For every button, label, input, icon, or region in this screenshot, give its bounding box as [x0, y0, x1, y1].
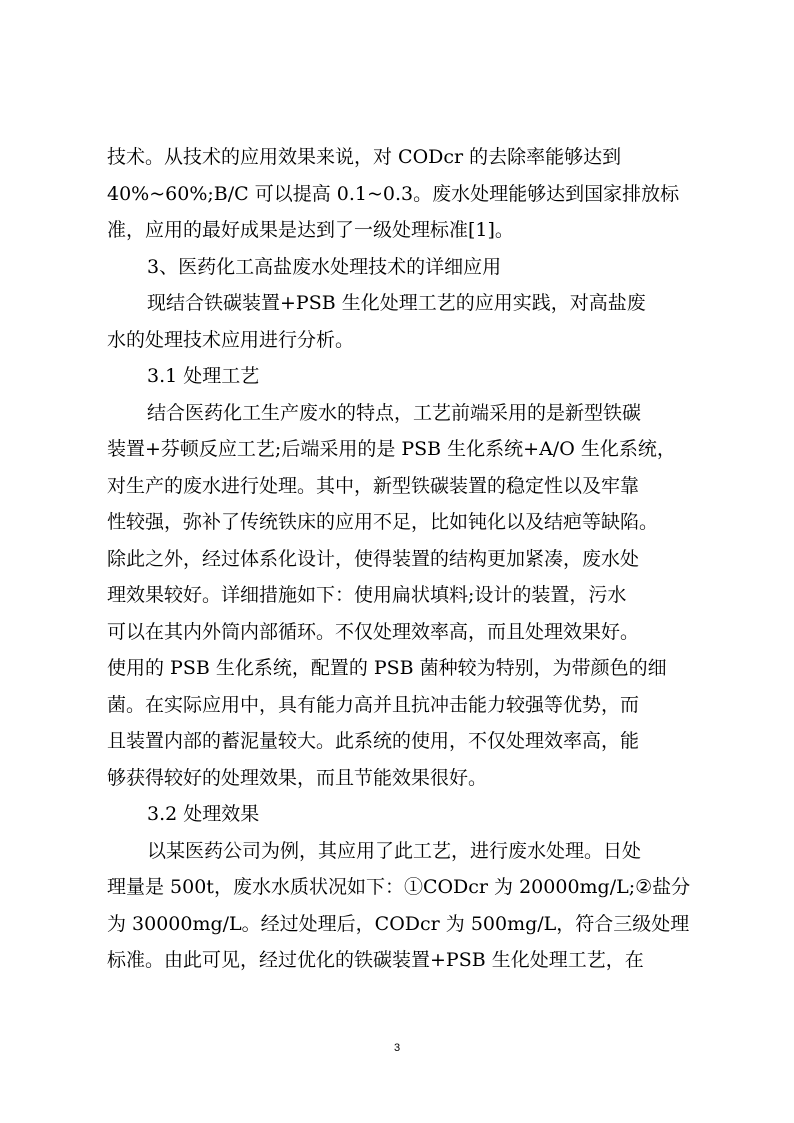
text-line: 标准。由此可见，经过优化的铁碳装置+PSB 生化处理工艺，在: [107, 949, 644, 971]
text-line: 现结合铁碳装置+PSB 生化处理工艺的应用实践，对高盐废: [147, 292, 646, 314]
text-line: 性较强，弥补了传统铁床的应用不足，比如钝化以及结疤等缺陷。: [107, 511, 659, 533]
text-line: 可以在其内外筒内部循环。不仅处理效率高，而且处理效果好。: [107, 620, 640, 643]
text-line: 40%~60%;B/C 可以提高 0.1~0.3。废水处理能够达到国家排放标: [107, 182, 680, 205]
text-line: 结合医药化工生产废水的特点，工艺前端采用的是新型铁碳: [147, 401, 642, 424]
text-line: 为 30000mg/L。经过处理后，CODcr 为 500mg/L，符合三级处理: [107, 912, 690, 935]
text-line: 3、医药化工高盐废水处理技术的详细应用: [147, 255, 502, 278]
text-line: 对生产的废水进行处理。其中，新型铁碳装置的稳定性以及牢靠: [107, 474, 640, 497]
text-line: 除此之外，经过体系化设计，使得装置的结构更加紧凑，废水处: [107, 547, 640, 570]
text-line: 装置+芬顿反应工艺;后端采用的是 PSB 生化系统+A/O 生化系统，: [107, 438, 676, 460]
page-number: 3: [393, 1042, 401, 1054]
text-line: 技术。从技术的应用效果来说，对 CODcr 的去除率能够达到: [107, 146, 622, 168]
text-line: 以某医药公司为例，其应用了此工艺，进行废水处理。日处: [147, 839, 642, 862]
text-line: 菌。在实际应用中，具有能力高并且抗冲击能力较强等优势，而: [107, 693, 640, 716]
text-line: 够获得较好的处理效果，而且节能效果很好。: [107, 766, 488, 789]
text-line: 使用的 PSB 生化系统，配置的 PSB 菌种较为特别，为带颜色的细: [107, 657, 667, 679]
text-line: 水的处理技术应用进行分析。: [107, 328, 355, 351]
text-line: 准，应用的最好成果是达到了一级处理标准[1]。: [107, 219, 514, 241]
text-line: 3.1 处理工艺: [147, 365, 260, 387]
text-line: 3.2 处理效果: [147, 803, 260, 825]
document-body: [107, 139, 697, 979]
text-line: 理量是 500t，废水水质状况如下：①CODcr 为 20000mg/L;②盐分: [107, 876, 691, 898]
text-line: 理效果较好。详细措施如下：使用扁状填料;设计的装置，污水: [107, 584, 627, 606]
text-line: 且装置内部的蓄泥量较大。此系统的使用，不仅处理效率高，能: [107, 730, 640, 752]
